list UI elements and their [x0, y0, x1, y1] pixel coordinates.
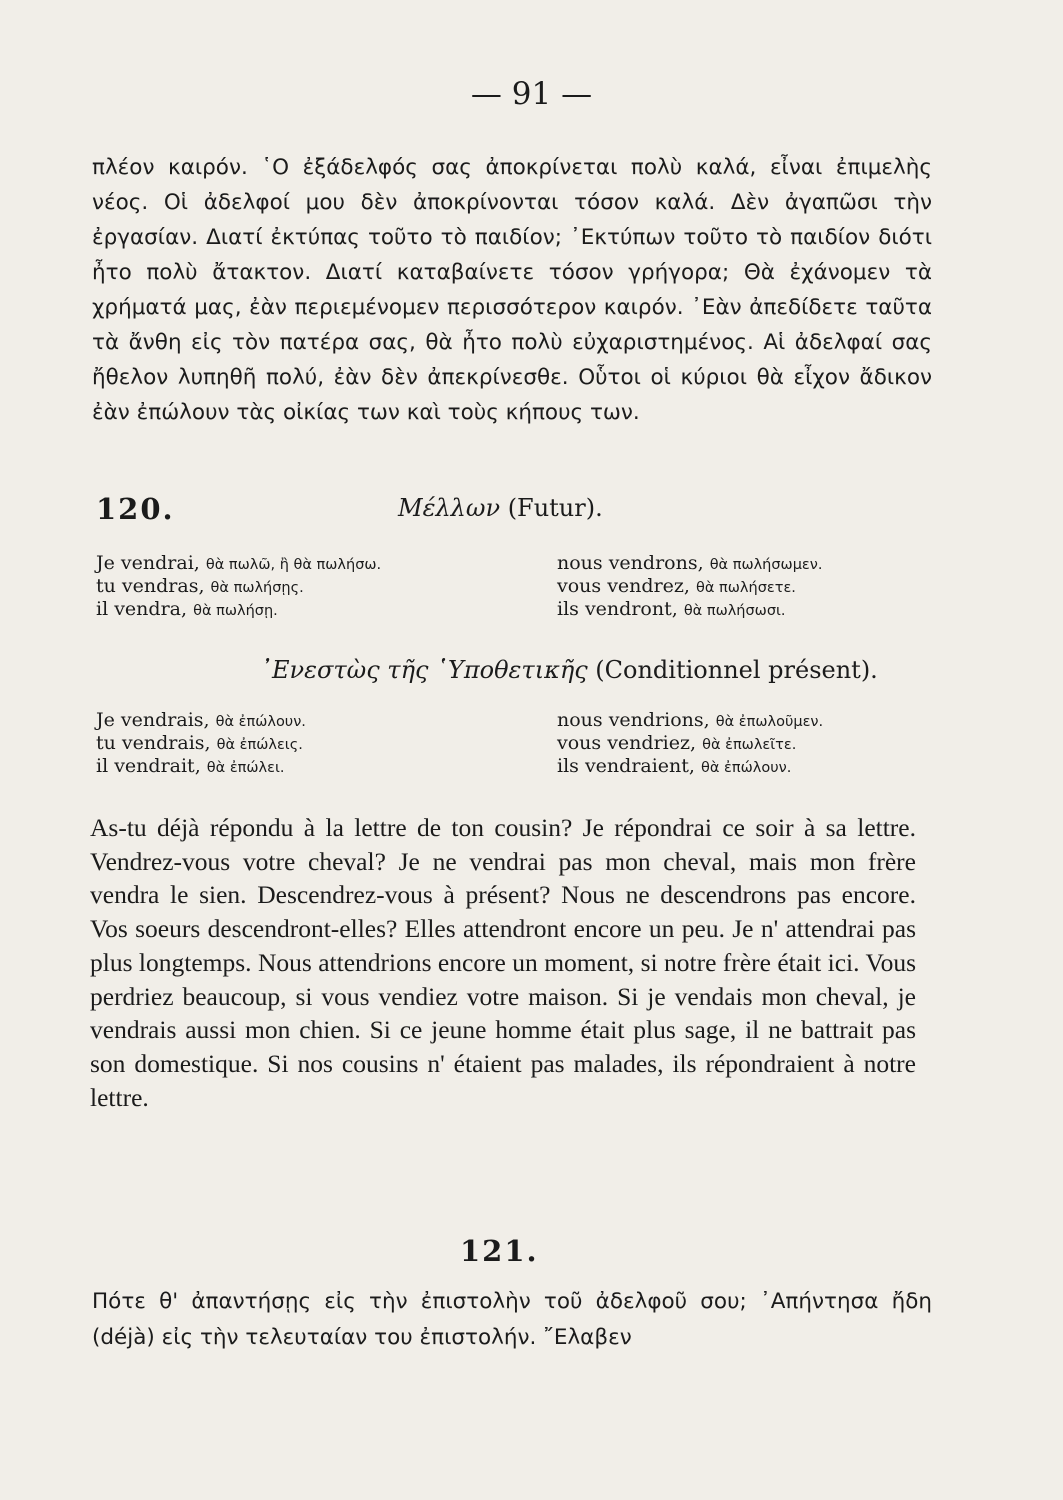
conjugation-row: ils vendraient, θὰ ἐπώλουν. [557, 755, 792, 777]
conjugation-row: Je vendrais, θὰ ἐπώλουν. [96, 709, 306, 731]
french-exercise-paragraph: As-tu déjà répondu à la lettre de ton cousin? Je répondrai ce soir à sa lettre. Vendrez-vous votre cheval? Je ne vendrai pas mon cheval, mais mon frère vendra le sien. Descendrez-vous à présent? Nous ne descendrons pas encore. Vos soeurs descendront-elles? Elles attendront encore un peu. Je n' attendrai pas plus longtemps. Nous attendrions encore un moment, si notre frère était ici. Vous perdriez beaucoup, si vous vendiez votre maison. Si je vendais mon cheval, je vendrais aussi mon chien. Si ce jeune homme était plus sage, il ne battrait pas son domestique. Si nos cousins n' étaient pas malades, ils répondraient à notre lettre. [90, 813, 916, 1112]
section-120-number: 120. [96, 492, 175, 526]
conjugation-row: tu vendrais, θὰ ἐπώλεις. [96, 732, 303, 754]
conditionnel-singular-column [96, 710, 306, 779]
conjugation-row: ils vendront, θὰ πωλήσωσι. [557, 598, 786, 620]
conditionnel-title [260, 656, 878, 684]
page-number: — 91 — [470, 76, 593, 112]
conditionnel-plural-column [557, 710, 823, 779]
section-121-text: Πότε θ' ἀπαντήσῃς εἰς τὴν ἐπιστολὴν τοῦ ἀδελφοῦ σου; ᾿Απήντησα ἤδη (déjà) εἰς τὴν τελευταίαν του ἐπιστολήν. ῎Ελαβεν [92, 1289, 932, 1350]
conjugation-row: vous vendriez, θὰ ἐπωλεῖτε. [557, 732, 797, 754]
section-121-number: 121. [460, 1234, 539, 1268]
futur-plural-column [557, 553, 822, 622]
conditionnel-title-french: (Conditionnel présent). [595, 656, 878, 684]
conjugation-row: vous vendrez, θὰ πωλήσετε. [557, 575, 796, 597]
conditionnel-title-greek: ᾿Ενεστὼς τῆς ῾Υποθετικῆς [260, 656, 588, 684]
conjugation-row: Je vendrai, θὰ πωλῶ, ἢ θὰ πωλήσω. [96, 552, 382, 574]
futur-singular-column [96, 553, 381, 622]
conjugation-row: nous vendrions, θὰ ἐπωλοῦμεν. [557, 709, 824, 731]
section-120-title [398, 494, 603, 522]
section-120-title-greek: Μέλλων [398, 494, 501, 522]
conjugation-row: il vendrait, θὰ ἐπώλει. [96, 755, 285, 777]
conjugation-row: tu vendras, θὰ πωλήσῃς. [96, 575, 304, 597]
conjugation-row: nous vendrons, θὰ πωλήσωμεν. [557, 552, 823, 574]
section-120-title-french: (Futur). [507, 494, 603, 522]
greek-paragraph-1: πλέον καιρόν. ῾Ο ἐξάδελφός σας ἀποκρίνεται πολὺ καλά, εἶναι ἐπιμελὴς νέος. Οἱ ἀδελφοί μου δὲν ἀποκρίνονται τόσον καλά. Δὲν ἀγαπῶσι τὴν ἐργασίαν. Διατί ἐκτύπας τοῦτο τὸ παιδίον; ᾿Εκτύπων τοῦτο τὸ παιδίον διότι ἦτο πολὺ ἄτακτον. Διατί καταβαίνετε τόσον γρήγορα; Θὰ ἐχάνομεν τὰ χρήματά μας, ἐὰν περιεμένομεν περισσότερον καιρόν. ᾿Εὰν ἀπεδίδετε ταῦτα τὰ ἄνθη εἰς τὸν πατέρα σας, θὰ ἦτο πολὺ εὐχαριστημένος. Αἱ ἀδελφαί σας ἤθελον λυπηθῆ πολύ, ἐὰν δὲν ἀπεκρίνεσθε. Οὗτοι οἱ κύριοι θὰ εἶχον ἄδικον ἐὰν ἐπώλουν τὰς οἰκίας των καὶ τοὺς κήπους των. [92, 155, 932, 425]
conjugation-row: il vendra, θὰ πωλήσῃ. [96, 598, 278, 620]
